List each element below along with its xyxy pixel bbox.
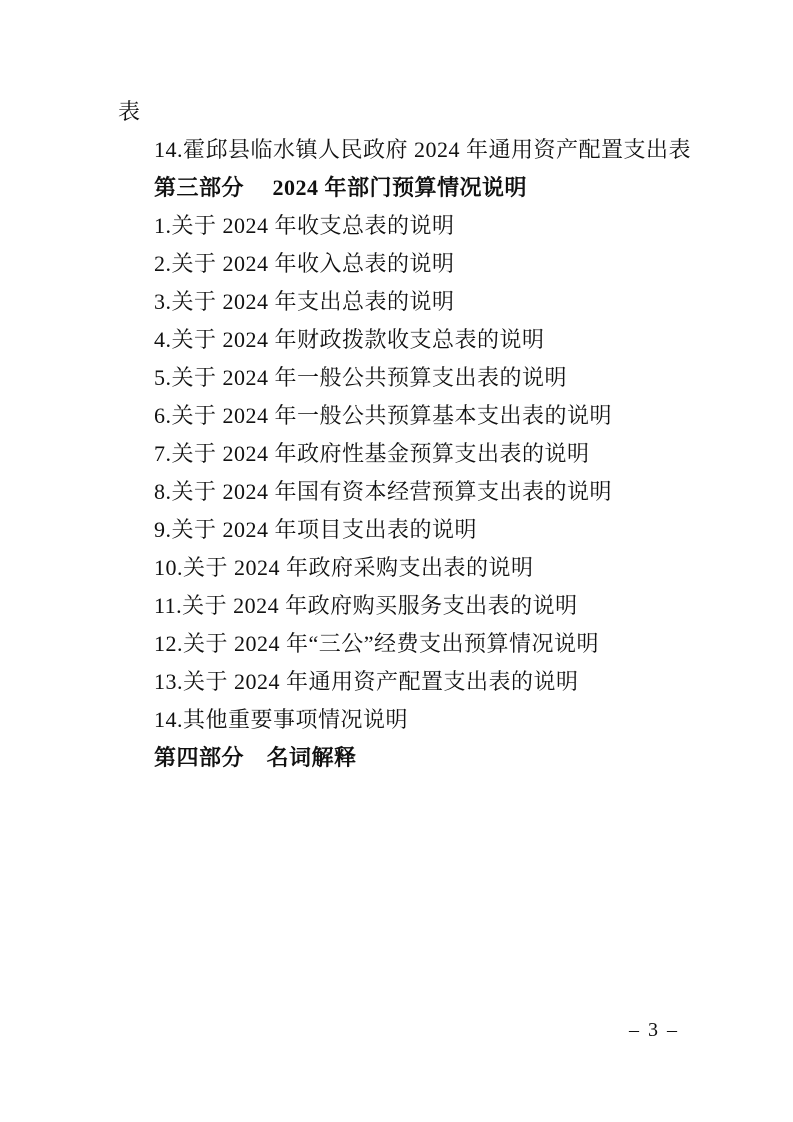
toc-item-13: 13.关于 2024 年通用资产配置支出表的说明: [154, 669, 579, 694]
toc-item-5: 5.关于 2024 年一般公共预算支出表的说明: [154, 365, 568, 390]
toc-item-14: 14.其他重要事项情况说明: [154, 707, 409, 732]
continuation-line: 表: [118, 99, 141, 124]
toc-item-11: 11.关于 2024 年政府购买服务支出表的说明: [154, 593, 578, 618]
toc-item-3: 3.关于 2024 年支出总表的说明: [154, 289, 455, 314]
toc-item-part2-14: 14.霍邱县临水镇人民政府 2024 年通用资产配置支出表: [154, 137, 692, 162]
toc-item-2: 2.关于 2024 年收入总表的说明: [154, 251, 455, 276]
toc-item-1: 1.关于 2024 年收支总表的说明: [154, 213, 455, 238]
toc-item-4: 4.关于 2024 年财政拨款收支总表的说明: [154, 327, 545, 352]
toc-item-7: 7.关于 2024 年政府性基金预算支出表的说明: [154, 441, 590, 466]
toc-item-12: 12.关于 2024 年“三公”经费支出预算情况说明: [154, 631, 600, 656]
part3-heading: 第三部分 2024 年部门预算情况说明: [154, 175, 528, 200]
document-content: [118, 93, 692, 777]
toc-item-9: 9.关于 2024 年项目支出表的说明: [154, 517, 478, 542]
page-number: – 3 –: [629, 1019, 679, 1041]
toc-item-10: 10.关于 2024 年政府采购支出表的说明: [154, 555, 534, 580]
part4-heading: 第四部分 名词解释: [154, 745, 357, 770]
toc-item-8: 8.关于 2024 年国有资本经营预算支出表的说明: [154, 479, 613, 504]
toc-item-6: 6.关于 2024 年一般公共预算基本支出表的说明: [154, 403, 613, 428]
